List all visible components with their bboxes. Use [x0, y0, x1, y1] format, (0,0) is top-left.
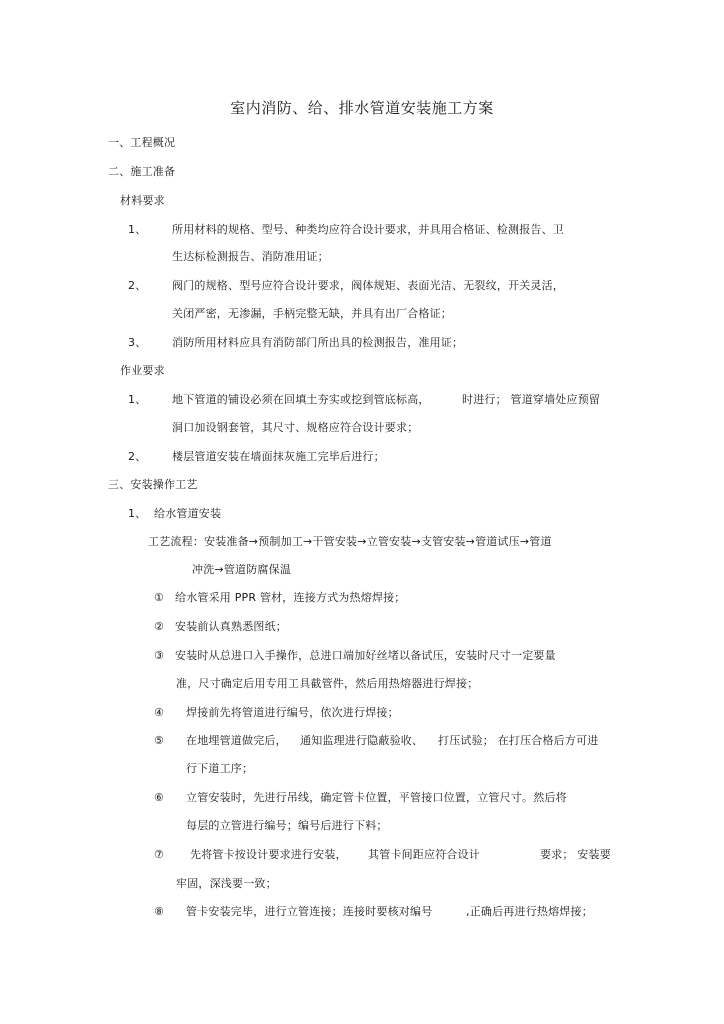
paragraph-line: 焊接前先将管道进行编号，依次进行焊接； — [186, 706, 399, 719]
list-number: 3、 — [128, 336, 147, 349]
paragraph-line: 所用材料的规格、型号、种类均应符合设计要求，并具用合格证、检测报告、卫 — [172, 223, 564, 236]
subheading-materials: 材料要求 — [120, 194, 165, 207]
page-title: 室内消防、给、排水管道安装施工方案 — [230, 99, 494, 117]
paragraph-line: 管卡安装完毕，进行立管连接；连接时要核对编号 — [186, 905, 433, 918]
circled-number: ⑧ — [154, 905, 165, 918]
circled-number: ⑥ — [154, 791, 165, 804]
subheading-water-supply: 给水管道安装 — [154, 507, 222, 520]
list-number: 1、 — [128, 223, 147, 236]
paragraph-line: 要求； 安装要 — [540, 848, 611, 861]
list-number: 2、 — [128, 279, 147, 292]
paragraph-line: 行下道工序； — [186, 762, 254, 775]
paragraph-line: 打压试验； 在打压合格后方可进 — [438, 734, 599, 747]
circled-number: ② — [154, 620, 165, 633]
paragraph-line: 先将管卡按设计要求进行安装， — [190, 848, 347, 861]
process-flow-line: 冲洗→管道防腐保温 — [192, 563, 292, 576]
paragraph-line: 生达标检测报告、消防准用证； — [172, 250, 329, 263]
paragraph-line: 其管卡间距应符合设计 — [368, 848, 480, 861]
list-number: 2、 — [128, 450, 147, 463]
paragraph-line: 时进行； 管道穿墙处应预留 — [462, 393, 601, 406]
section-heading-overview: 一、工程概况 — [108, 136, 176, 149]
paragraph-line: 安装前认真熟悉图纸； — [175, 620, 287, 633]
paragraph-line: 阀门的规格、型号应符合设计要求，阀体规矩、表面光洁、无裂纹，开关灵活， — [172, 279, 564, 292]
paragraph-line: 关闭严密，无渗漏，手柄完整无缺，并具有出厂合格证； — [172, 307, 452, 320]
paragraph-line: 地下管道的铺设必须在回填土夯实或挖到管底标高， — [172, 393, 430, 406]
paragraph-line: 给水管采用 PPR 管材，连接方式为热熔焊接； — [175, 591, 406, 604]
paragraph-line: 立管安装时，先进行吊线，确定管卡位置，平管接口位置，立管尺寸。然后将 — [186, 791, 567, 804]
circled-number: ⑦ — [154, 848, 165, 861]
paragraph-line: 每层的立管进行编号；编号后进行下料； — [186, 819, 388, 832]
paragraph-line: 洞口加设钢套管，其尺寸、规格应符合设计要求； — [172, 421, 419, 434]
list-number: 1、 — [128, 393, 147, 406]
circled-number: ④ — [154, 706, 165, 719]
process-flow-line: 工艺流程：安装准备→预制加工→干管安装→立管安装→支管安装→管道试压→管道 — [148, 535, 552, 548]
list-number: 1、 — [128, 507, 147, 520]
circled-number: ③ — [154, 649, 165, 662]
paragraph-line: 准，尺寸确定后用专用工具截管件，然后用热熔器进行焊接； — [176, 677, 479, 690]
subheading-work-requirements: 作业要求 — [120, 364, 165, 377]
section-heading-installation: 三、安装操作工艺 — [108, 478, 198, 491]
circled-number: ① — [154, 591, 165, 604]
paragraph-line: 消防所用材料应具有消防部门所出具的检测报告，准用证； — [172, 336, 464, 349]
paragraph-line: ,正确后再进行热熔焊接； — [466, 905, 593, 918]
paragraph-line: 安装时从总进口入手操作，总进口端加好丝堵以备试压，安装时尺寸一定要量 — [175, 649, 556, 662]
paragraph-line: 在地埋管道做完后， — [186, 734, 287, 747]
paragraph-line: 牢固，深浅要一致； — [176, 877, 277, 890]
section-heading-preparation: 二、施工准备 — [108, 165, 176, 178]
paragraph-line: 楼层管道安装在墙面抹灰施工完毕后进行； — [172, 450, 385, 463]
paragraph-line: 通知监理进行隐蔽验收、 — [300, 734, 424, 747]
circled-number: ⑤ — [154, 734, 165, 747]
